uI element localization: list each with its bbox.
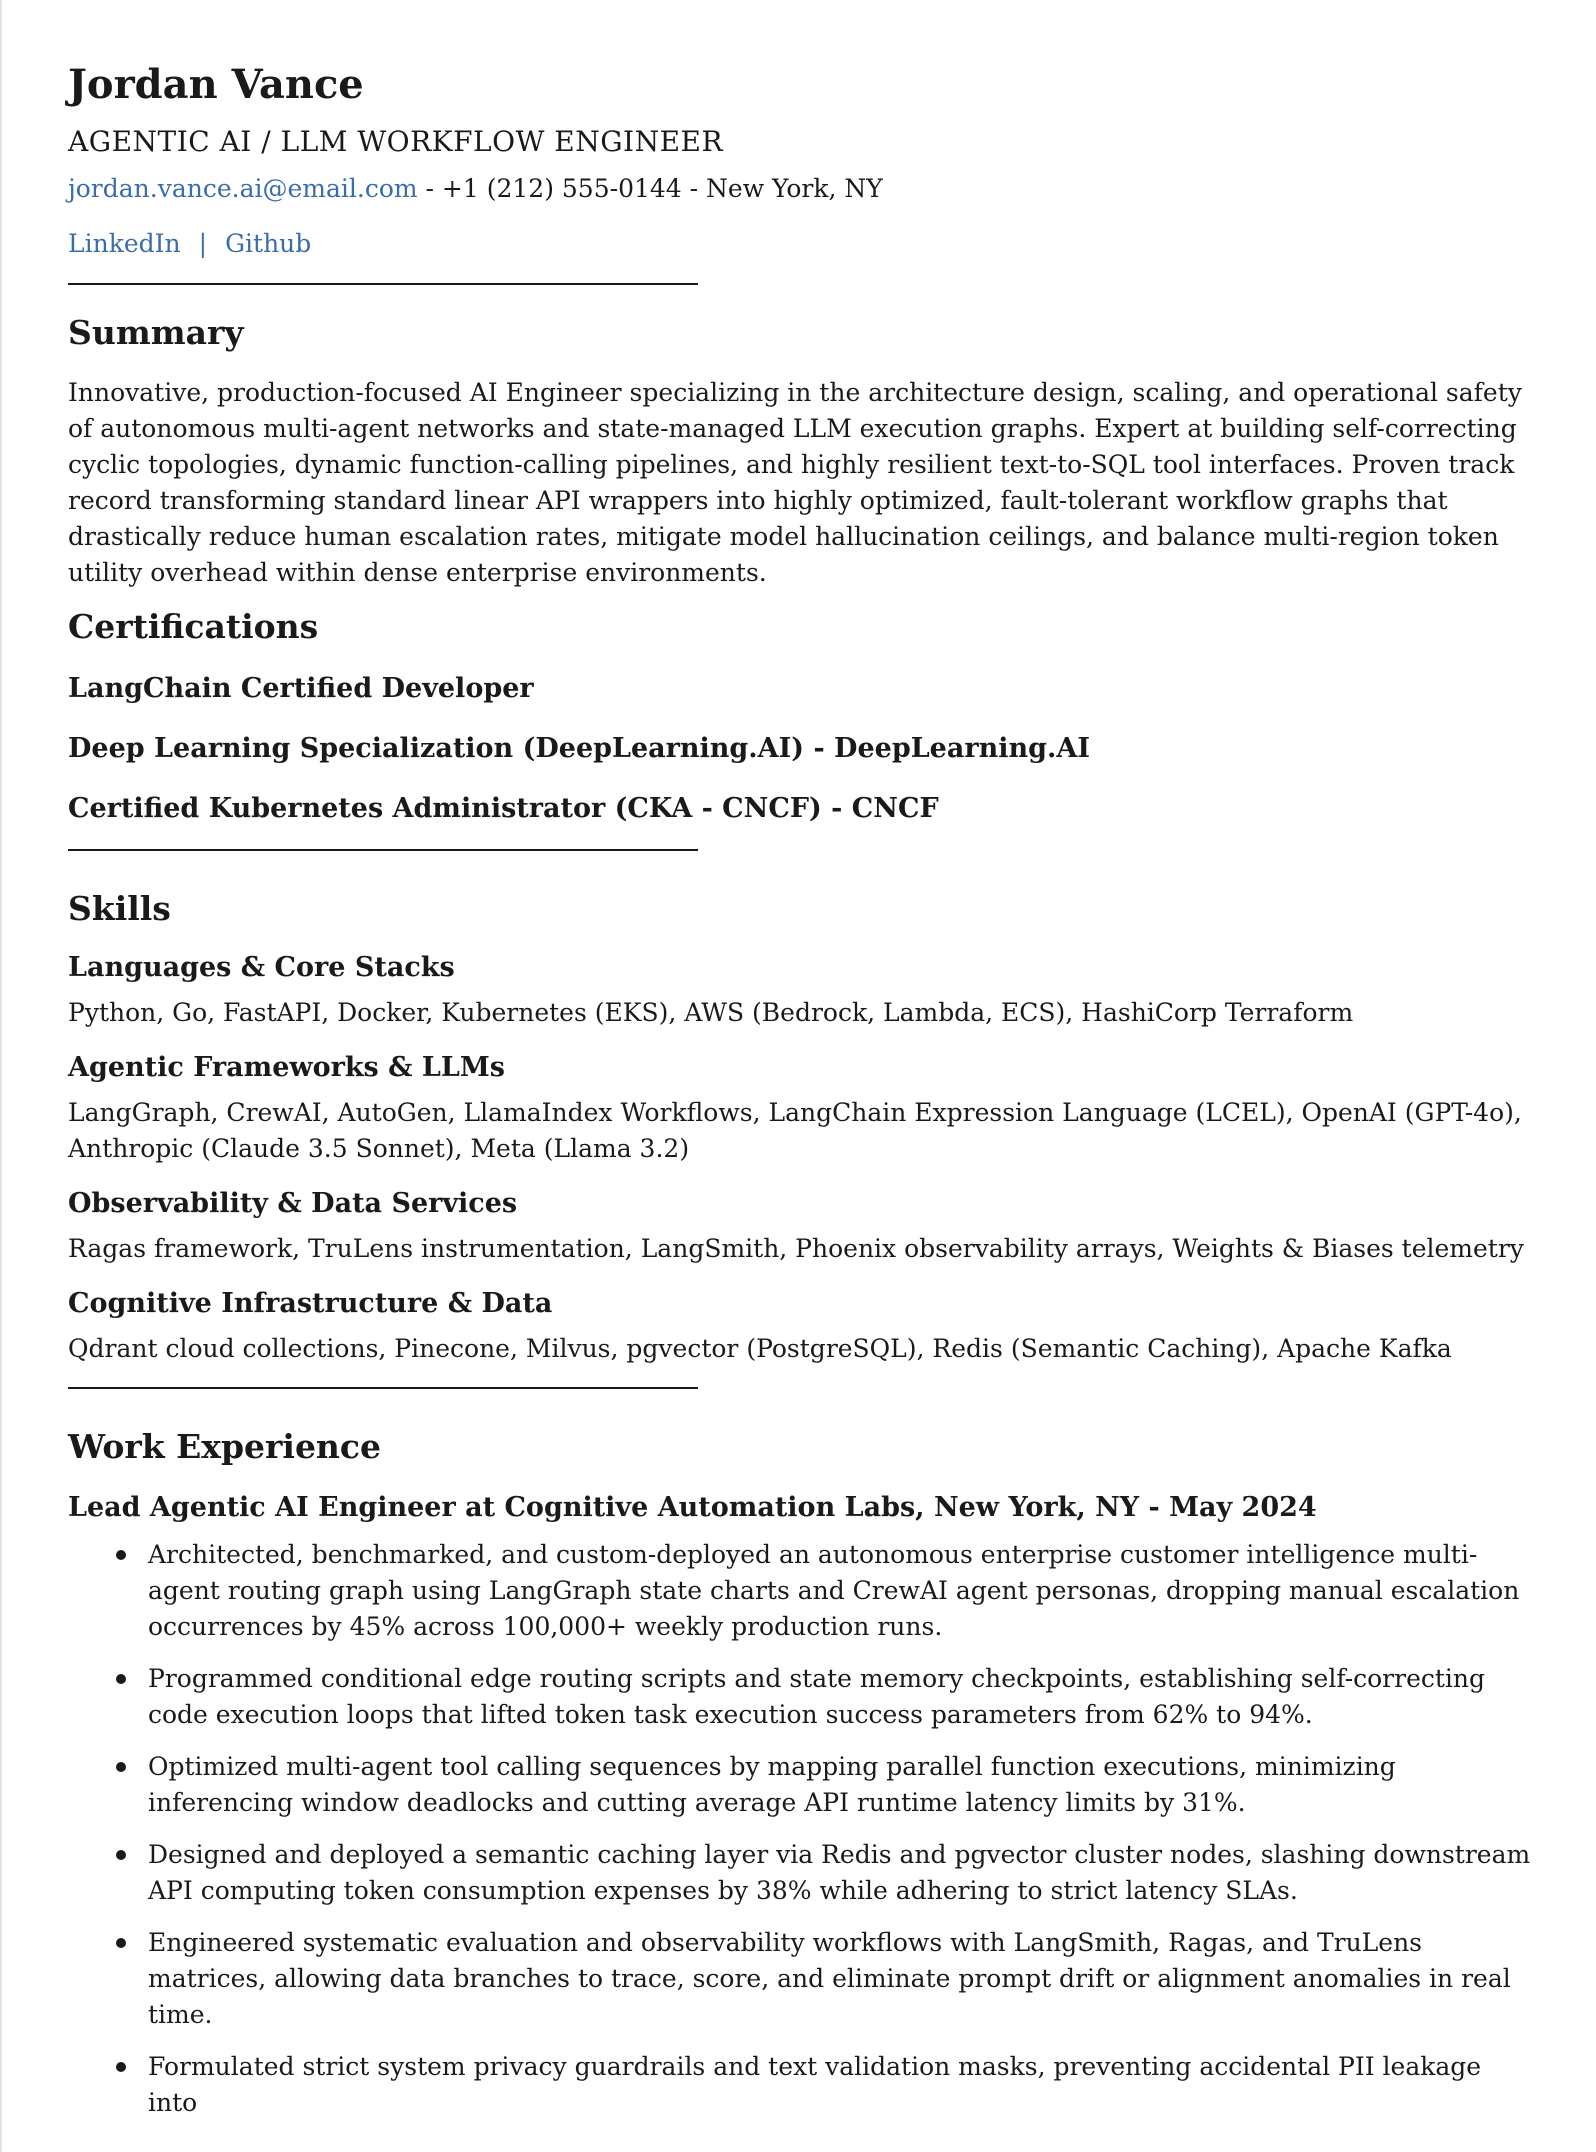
experience-title: Work Experience (68, 1427, 382, 1466)
bullet-dot-icon (116, 1938, 126, 1948)
skill-group-list: Python, Go, FastAPI, Docker, Kubernetes (EKS), AWS (Bedrock, Lambda, ECS), HashiCorp Terraform (68, 998, 1354, 1027)
certifications-title: Certifications (68, 607, 319, 646)
skill-group-list: LangGraph, CrewAI, AutoGen, LlamaIndex Workflows, LangChain Expression Language (LCEL), OpenAI (GPT-4o), Anthropic (Claude 3.5 Sonnet), Meta (Llama 3.2) (68, 1098, 1522, 1163)
bullet-dot-icon (116, 2062, 126, 2072)
bullet-text: Optimized multi-agent tool calling sequences by mapping parallel function executions, minimizing inferencing window deadlocks and cutting average API runtime latency limits by 31%. (148, 1752, 1396, 1817)
section-divider (68, 283, 698, 285)
job-heading: Lead Agentic AI Engineer at Cognitive Automation Labs, New York, NY - May 2024 (68, 1492, 1317, 1523)
summary-text: Innovative, production-focused AI Engineer specializing in the architecture design, scaling, and operational safety of autonomous multi-agent networks and state-managed LLM execution graphs. Expert at building self-correcting cyclic topologies, dynamic function-calling pipelines, and highly resilient text-to-SQL tool interfaces. Proven track record transforming standard linear API wrappers into highly optimized, fault-tolerant workflow graphs that drastically reduce human escalation rates, mitigate model hallucination ceilings, and balance multi-region token utility overhead within dense enterprise environments. (68, 378, 1522, 587)
certification-item: Deep Learning Specialization (DeepLearning.AI) - DeepLearning.AI (68, 733, 1090, 764)
summary-section (68, 311, 1538, 591)
list-item (148, 1537, 1538, 1645)
skill-group-list: Qdrant cloud collections, Pinecone, Milvus, pgvector (PostgreSQL), Redis (Semantic Caching), Apache Kafka (68, 1334, 1452, 1363)
certification-item: Certified Kubernetes Administrator (CKA - CNCF) - CNCF (68, 793, 939, 824)
page-edge-rule (0, 0, 2, 2152)
section-divider (68, 849, 698, 851)
linkedin-link[interactable]: LinkedIn (68, 229, 181, 258)
bullet-text: Engineered systematic evaluation and observability workflows with LangSmith, Ragas, and TruLens matrices, allowing data branches to trace, score, and eliminate prompt drift or alignment anomalies in real time. (148, 1928, 1511, 2029)
email-link[interactable]: jordan.vance.ai@email.com (68, 174, 418, 203)
skills-title: Skills (68, 889, 171, 928)
candidate-role: AGENTIC AI / LLM WORKFLOW ENGINEER (68, 125, 724, 158)
list-item (148, 2049, 1538, 2121)
summary-title: Summary (68, 313, 244, 352)
bullet-text: Programmed conditional edge routing scripts and state memory checkpoints, establishing self-correcting code execution loops that lifted token task execution success parameters from 62% to 94%. (148, 1664, 1486, 1729)
list-item (148, 1837, 1538, 1909)
contact-details: - +1 (212) 555-0144 - New York, NY (417, 174, 883, 203)
certifications-section (68, 605, 1538, 829)
resume-header (68, 58, 1538, 261)
github-link[interactable]: Github (225, 229, 312, 258)
skill-group-heading: Languages & Core Stacks (68, 952, 455, 983)
list-item (148, 1925, 1538, 2033)
bullet-dot-icon (116, 1674, 126, 1684)
skill-group-heading: Cognitive Infrastructure & Data (68, 1288, 553, 1319)
skill-group-heading: Agentic Frameworks & LLMs (68, 1052, 505, 1083)
bullet-dot-icon (116, 1850, 126, 1860)
bullet-text: Formulated strict system privacy guardrails and text validation masks, preventing accidental PII leakage into (148, 2052, 1482, 2117)
section-divider (68, 1387, 698, 1389)
bullet-text: Architected, benchmarked, and custom-deployed an autonomous enterprise customer intelligence multi-agent routing graph using LangGraph state charts and CrewAI agent personas, dropping manual escalation occurrences by 45% across 100,000+ weekly production runs. (148, 1540, 1520, 1641)
skills-section (68, 887, 1538, 1367)
job-bullets (68, 1537, 1538, 2121)
candidate-name: Jordan Vance (68, 61, 364, 108)
bullet-text: Designed and deployed a semantic caching layer via Redis and pgvector cluster nodes, slashing downstream API computing token consumption expenses by 38% while adhering to strict latency SLAs. (148, 1840, 1531, 1905)
certification-item: LangChain Certified Developer (68, 673, 534, 704)
list-item (148, 1661, 1538, 1733)
list-item (148, 1749, 1538, 1821)
bullet-dot-icon (116, 1762, 126, 1772)
experience-section (68, 1425, 1538, 2121)
link-separator: | (198, 229, 208, 258)
bullet-dot-icon (116, 1550, 126, 1560)
contact-line (68, 172, 1538, 206)
resume-page (68, 58, 1538, 2137)
skill-group-list: Ragas framework, TruLens instrumentation, LangSmith, Phoenix observability arrays, Weights & Biases telemetry (68, 1234, 1524, 1263)
profile-links (68, 227, 1538, 261)
skill-group-heading: Observability & Data Services (68, 1188, 518, 1219)
